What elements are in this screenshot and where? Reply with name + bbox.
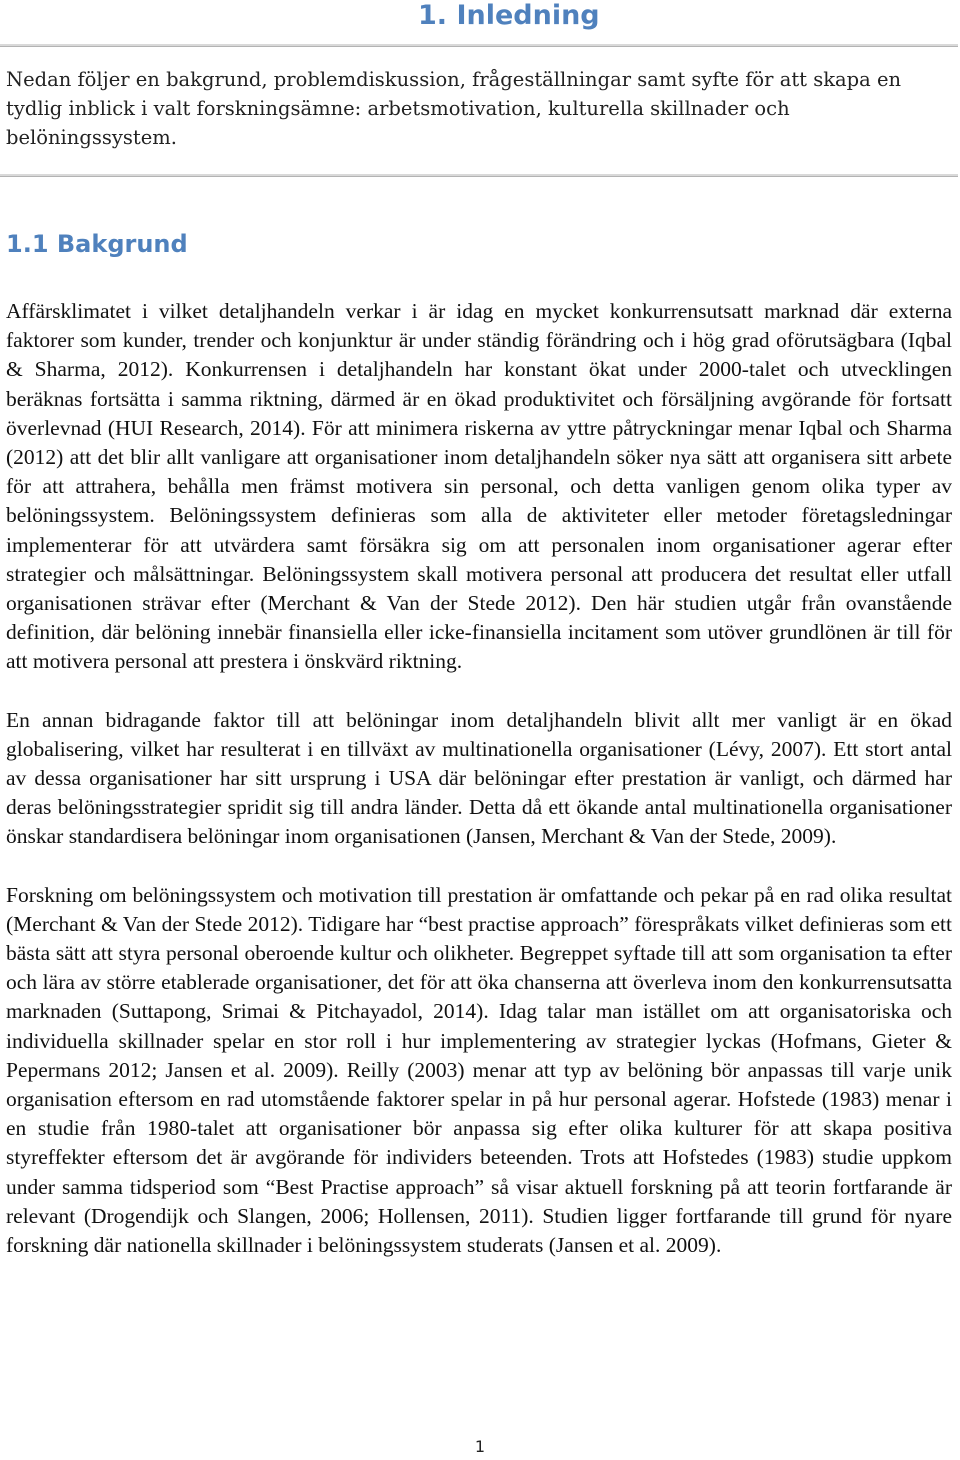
page-number: 1 [474, 1437, 486, 1456]
intro-paragraph: Nedan följer en bakgrund, problemdiskussion, frågeställningar samt syfte för att skapa en tydlig inblick i valt forskningsämne: arbetsmotivation, kulturella skillnader och belöningssystem. [6, 68, 902, 149]
intro-rule [0, 174, 958, 177]
chapter-heading: 1. Inledning [418, 0, 600, 31]
heading-rule [0, 44, 958, 47]
section-heading: 1.1 Bakgrund [6, 230, 188, 258]
body-paragraph-1: Affärsklimatet i vilket detaljhandeln verkar i är idag en mycket konkurrensutsatt marknad där externa faktorer som kunder, trender och konjunktur är under ständig förändring och i hög grad oförutsägbara (Iqbal & Sharma, 2012). Konkurrensen i detaljhandeln har konstant ökat under 2000-talet och utvecklingen beräknas fortsätta i samma riktning, därmed är en ökad produktivitet och försäljning avgörande för fortsatt överlevnad (HUI Research, 2014). För att minimera riskerna av yttre påtryckningar menar Iqbal och Sharma (2012) att det blir allt vanligare att organisationer inom detaljhandeln söker nya sätt att organisera sitt arbete för att attrahera, behålla men främst motivera sin personal, och detta vanligen genom olika typer av belöningssystem. Belöningssystem definieras som alla de aktiviteter eller metoder företagsledningar implementerar för att utvärdera samt försäkra sig om att personalen inom organisationer agerar efter strategier och målsättningar. Belöningssystem skall motivera personal att producera det resultat eller utfall organisationen strävar efter (Merchant & Van der Stede 2012). Den här studien utgår från ovanstående definition, där belöning innebär finansiella eller icke-finansiella incitament som utöver grundlönen är till för att motivera personal att prestera i önskvärd riktning. [6, 299, 952, 674]
body-paragraph-2: En annan bidragande faktor till att belöningar inom detaljhandeln blivit allt mer vanligt är en ökad globalisering, vilket har resulterat i en tillväxt av multinationella organisationer (Lévy, 2007). Ett stort antal av dessa organisationer har sitt ursprung i USA där belöningar efter prestation är vanligt, och därmed har deras belöningsstrategier spridit sig till andra länder. Detta då ett ökande antal multinationella organisationer önskar standardisera belöningar inom organisationen (Jansen, Merchant & Van der Stede, 2009). [6, 707, 952, 849]
body-paragraph-3: Forskning om belöningssystem och motivation till prestation är omfattande och pekar på en rad olika resultat (Merchant & Van der Stede 2012). Tidigare har “best practise approach” förespråkats vilket definieras som ett bästa sätt att styra personal oberoende kultur och olikheter. Begreppet syftade till att som organisation ta efter och lära av större etablerade organisationer, det för att öka chanserna att överleva inom den konkurrensutsatta marknaden (Suttapong, Srimai & Pitchayadol, 2014). Idag talar man istället om att organisatoriska och individuella skillnader spelar en stor roll i hur implementering av strategier lyckas (Hofmans, Gieter & Pepermans 2012; Jansen et al. 2009). Reilly (2003) menar att typ av belöning bör anpassas till varje unik organisation eftersom en rad utomstående faktorer spelar in på hur personal agerar. Hofstede (1983) menar i en studie från 1980-talet att organisationer bör anpassa sig efter olika kulturer för att skapa positiva styreffekter eftersom det är avgörande för individers beteenden. Trots att Hofstedes (1983) studie uppkom under samma tidsperiod som “Best Practise approach” så visar aktuell forskning på att teorin fortfarande är relevant (Drogendijk och Slangen, 2006; Hollensen, 2011). Studien ligger fortfarande till grund för nyare forskning där nationella skillnader i belöningssystem studerats (Jansen et al. 2009). [6, 882, 952, 1258]
section-body [6, 297, 952, 1289]
